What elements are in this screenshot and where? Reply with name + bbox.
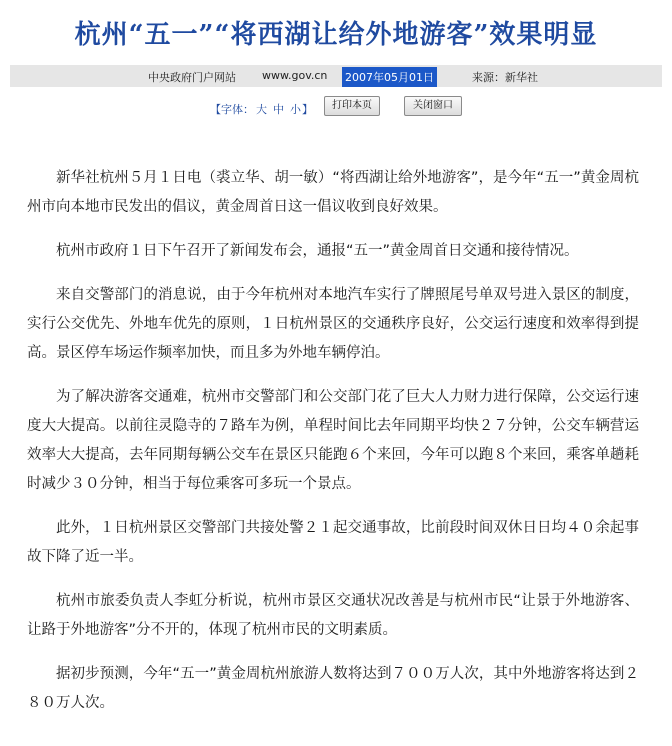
article-paragraph: 杭州市旅委负责人李虹分析说，杭州市景区交通状况改善是与杭州市民“让景于外地游客、让路于外地游客”分不开的，体现了杭州市民的文明素质。 (27, 593, 639, 638)
close-window-button[interactable]: 关闭窗口 (404, 96, 462, 116)
news-source: 来源：新华社 (472, 71, 538, 84)
article-title: 杭州“五一”“将西湖让给外地游客”效果明显 (74, 20, 598, 50)
article-paragraph: 为了解决游客交通难，杭州市交警部门和公交部门花了巨大人力财力进行保障，公交运行速度大大提高。以前往灵隐寺的７路车为例，单程时间比去年同期平均快２７分钟，公交车辆营运效率大大提高，去年同期每辆公交车在景区只能跑６个来回，今年可以跑８个来回，乘客单趟耗时减少３０分钟，相当于每位乘客可多玩一个景点。 (27, 389, 639, 492)
article-paragraph: 杭州市政府１日下午召开了新闻发布会，通报“五一”黄金周首日交通和接待情况。 (56, 243, 579, 259)
meta-bar (10, 65, 662, 87)
font-small-link[interactable]: 小 (290, 103, 301, 116)
site-url: www.gov.cn (262, 69, 328, 82)
article-paragraph: 新华社杭州５月１日电（裘立华、胡一敏）“将西湖让给外地游客”，是今年“五一”黄金周杭州市向本地市民发出的倡议，黄金周首日这一倡议收到良好效果。 (27, 170, 639, 215)
article-paragraph: 来自交警部门的消息说，由于今年杭州对本地汽车实行了牌照尾号单双号进入景区的制度，实行公交优先、外地车优先的原则，１日杭州景区的交通秩序良好，公交运行速度和效率得到提高。景区停车场运作频率加快，而且多为外地车辆停泊。 (27, 287, 639, 361)
font-label-close: 】 (302, 103, 313, 116)
font-large-link[interactable]: 大 (256, 103, 267, 116)
site-name: 中央政府门户网站 (148, 71, 236, 84)
publish-date: 2007年05月01日 (342, 67, 437, 87)
article-paragraph: 据初步预测，今年“五一”黄金周杭州旅游人数将达到７００万人次，其中外地游客将达到２８０万人次。 (27, 666, 639, 711)
print-button[interactable]: 打印本页 (324, 96, 380, 116)
article-paragraph: 此外，１日杭州景区交警部门共接处警２１起交通事故，比前段时间双休日日均４０余起事故下降了近一半。 (27, 520, 639, 565)
font-medium-link[interactable]: 中 (273, 103, 284, 116)
font-label: 【字体： (210, 103, 254, 116)
article-body (27, 164, 639, 733)
